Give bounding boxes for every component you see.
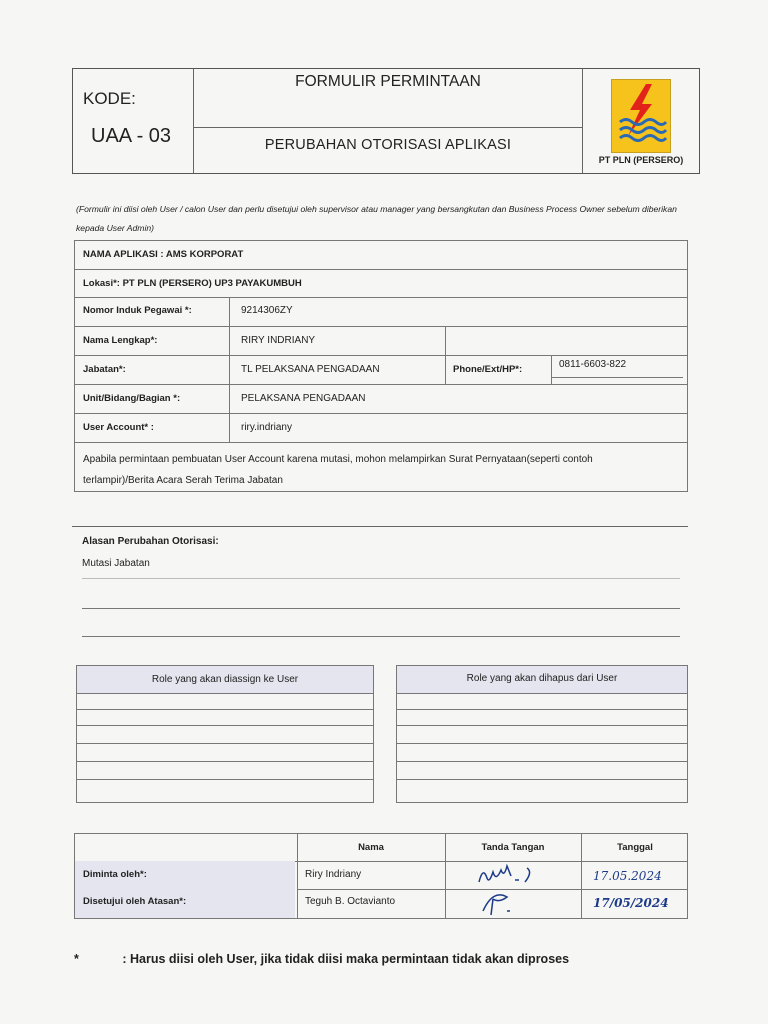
logo-cell bbox=[582, 69, 699, 173]
jabatan-value: TL PELAKSANA PENGADAAN bbox=[241, 364, 380, 375]
pln-logo bbox=[611, 79, 671, 153]
roles-remove-header: Role yang akan dihapus dari User bbox=[466, 673, 618, 684]
form-header bbox=[72, 68, 700, 174]
nama-value: RIRY INDRIANY bbox=[241, 335, 316, 346]
col-tanggal: Tanggal bbox=[617, 842, 653, 853]
info-table bbox=[74, 240, 688, 492]
roles-remove-table bbox=[396, 665, 688, 803]
signature-2 bbox=[475, 891, 535, 917]
form-subtitle: PERUBAHAN OTORISASI APLIKASI bbox=[264, 137, 512, 153]
kode-cell bbox=[73, 69, 194, 173]
alasan-line bbox=[82, 578, 680, 579]
nama-label: Nama Lengkap*: bbox=[83, 335, 158, 346]
alasan-line bbox=[82, 608, 680, 609]
footer-text: : Harus diisi oleh User, jika tidak diisi maka permintaan tidak akan diproses bbox=[122, 952, 570, 966]
col-ttd: Tanda Tangan bbox=[481, 842, 545, 853]
roles-assign-header: Role yang akan diassign ke User bbox=[151, 674, 299, 685]
logo-caption: PT PLN (PERSERO) bbox=[598, 155, 684, 165]
alasan-top-line bbox=[72, 526, 688, 527]
nama-aplikasi: NAMA APLIKASI : AMS KORPORAT bbox=[83, 249, 244, 260]
form-note: (Formulir ini diisi oleh User / calon User dan perlu disetujui oleh supervisor atau manager yang bersangkutan dan Business Process Owner sebelum diberikan kepada User Admin) bbox=[76, 204, 677, 233]
info-text: Apabila permintaan pembuatan User Account karena mutasi, mohon melampirkan Surat Pernyataan(seperti contoh terlampir)/Berita Acara Serah Terima Jabatan bbox=[83, 454, 593, 486]
row-label: Disetujui oleh Atasan*: bbox=[83, 896, 187, 907]
phone-value: 0811-6603-822 bbox=[559, 359, 627, 370]
kode-label: KODE: bbox=[83, 89, 136, 108]
signature-1 bbox=[475, 864, 545, 888]
approval-table bbox=[74, 833, 688, 919]
row-tanggal: 17.05.2024 bbox=[593, 869, 662, 883]
alasan-value: Mutasi Jabatan bbox=[82, 558, 150, 569]
col-nama: Nama bbox=[358, 842, 384, 853]
row-nama: Riry Indriany bbox=[305, 869, 362, 880]
unit-value: PELAKSANA PENGADAAN bbox=[241, 393, 366, 404]
account-value: riry.indriany bbox=[241, 422, 292, 433]
lokasi: Lokasi*: PT PLN (PERSERO) UP3 PAYAKUMBUH bbox=[83, 278, 302, 289]
row-nama: Teguh B. Octavianto bbox=[305, 896, 396, 907]
row-label: Diminta oleh*: bbox=[83, 869, 147, 880]
phone-label: Phone/Ext/HP*: bbox=[453, 364, 523, 375]
header-divider bbox=[193, 127, 583, 128]
row-tanggal: 17/05/2024 bbox=[593, 896, 669, 910]
nip-label: Nomor Induk Pegawai *: bbox=[83, 305, 192, 316]
nip-value: 9214306ZY bbox=[241, 305, 293, 316]
form-title: FORMULIR PERMINTAAN bbox=[295, 73, 481, 90]
footer-star: * bbox=[74, 952, 79, 966]
account-label: User Account* : bbox=[83, 422, 154, 433]
alasan-label: Alasan Perubahan Otorisasi: bbox=[82, 536, 219, 547]
footer-note bbox=[74, 952, 569, 966]
roles-assign-table bbox=[76, 665, 374, 803]
kode-value: UAA - 03 bbox=[91, 125, 172, 147]
jabatan-label: Jabatan*: bbox=[83, 364, 126, 375]
unit-label: Unit/Bidang/Bagian *: bbox=[83, 393, 181, 404]
alasan-line bbox=[82, 636, 680, 637]
